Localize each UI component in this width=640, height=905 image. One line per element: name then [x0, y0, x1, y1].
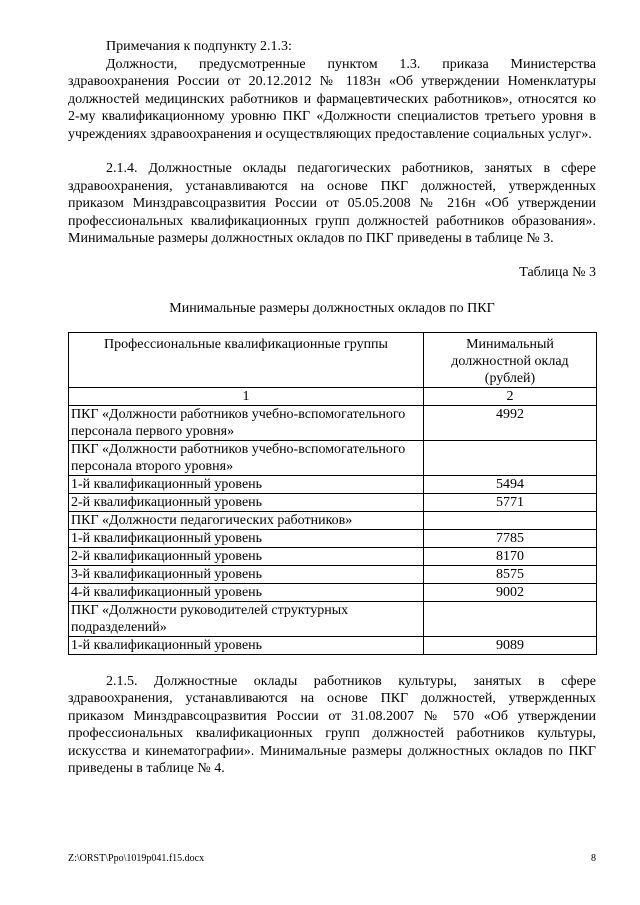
table-row [69, 475, 597, 493]
table-row [69, 547, 597, 565]
table-cell-group-name: ПКГ «Должности педагогических работников» [69, 511, 424, 529]
table-cell-salary-value: 5494 [424, 475, 597, 493]
footer-page-number: 8 [591, 853, 596, 864]
table-row [69, 511, 597, 529]
table-cell-group-name: 2-й квалификационный уровень [69, 547, 424, 565]
table-row [69, 636, 597, 654]
table-cell-salary-value: 8170 [424, 547, 597, 565]
table-row [69, 601, 597, 636]
table-cell-group-name: 1-й квалификационный уровень [69, 636, 424, 654]
table-cell-group-name: 1-й квалификационный уровень [69, 529, 424, 547]
table-row [69, 440, 597, 475]
table-row [69, 583, 597, 601]
table-cell-salary-value: 5771 [424, 493, 597, 511]
table-cell-salary-value [424, 511, 597, 529]
table-cell-group-name: 2-й квалификационный уровень [69, 493, 424, 511]
table-cell-group-name: ПКГ «Должности работников учебно-вспомогательного персонала первого уровня» [69, 405, 424, 440]
index-cell-1: 1 [69, 387, 424, 405]
table-row [69, 565, 597, 583]
footer-file-path: Z:\ORST\Ppo\1019p041.f15.docx [68, 853, 205, 864]
notes-text: Должности, предусмотренные пунктом 1.3. приказа Министерства здравоохранения России от 20.12.2012 № 1183н «Об утверждении Номенклатуры должностей медицинских работников и фармацевтических работников», относятся ко 2-му квалификационному уровню ПКГ «Должности специалистов третьего уровня в учреждениях здравоохранения и осуществляющих предоставление социальных услуг». [68, 56, 596, 142]
table-cell-group-name: 1-й квалификационный уровень [69, 475, 424, 493]
table-row [69, 529, 597, 547]
table-cell-group-name: 4-й квалификационный уровень [69, 583, 424, 601]
table-header-row [69, 332, 597, 387]
page-content [68, 38, 596, 778]
notes-title: Примечания к подпункту 2.1.3: [106, 39, 292, 54]
table-row [69, 405, 597, 440]
table-cell-salary-value: 8575 [424, 565, 597, 583]
table-cell-salary-value: 9002 [424, 583, 597, 601]
table-cell-salary-value [424, 601, 597, 636]
table-index-row [69, 387, 597, 405]
table-cell-group-name: ПКГ «Должности руководителей структурных подразделений» [69, 601, 424, 636]
table-cell-group-name: ПКГ «Должности работников учебно-вспомогательного персонала второго уровня» [69, 440, 424, 475]
index-cell-2: 2 [424, 387, 597, 405]
table-cell-salary-value [424, 440, 597, 475]
paragraph-2-1-4: 2.1.4. Должностные оклады педагогических работников, занятых в сфере здравоохранения, устанавливаются на основе ПКГ должностей, утвержденных приказом Минздравсоцразвития России от 05.05.2008 № 216н «Об утверждении профессиональных квалификационных групп должностей работников образования». Минимальные размеры должностных окладов по ПКГ приведены в таблице № 3. [68, 161, 596, 246]
table-body [69, 405, 597, 654]
paragraph-2-1-5: 2.1.5. Должностные оклады работников культуры, занятых в сфере здравоохранения, устанавливаются на основе ПКГ должностей, утвержденных приказом Минздравсоцразвития России от 31.08.2007 № 570 «Об утверждении профессиональных квалификационных групп должностей работников культуры, искусства и кинематографии». Минимальные размеры должностных окладов по ПКГ приведены в таблице № 4. [68, 673, 596, 776]
salary-table [68, 332, 597, 655]
table-cell-group-name: 3-й квалификационный уровень [69, 565, 424, 583]
table-label: Таблица № 3 [519, 264, 596, 280]
header-cell-salary: Минимальный должностной оклад (рублей) [424, 332, 597, 387]
table-title: Минимальные размеры должностных окладов по ПКГ [169, 301, 495, 316]
header-cell-groups: Профессиональные квалификационные группы [69, 332, 424, 387]
table-cell-salary-value: 7785 [424, 529, 597, 547]
table-row [69, 493, 597, 511]
table-cell-salary-value: 9089 [424, 636, 597, 654]
table-cell-salary-value: 4992 [424, 405, 597, 440]
